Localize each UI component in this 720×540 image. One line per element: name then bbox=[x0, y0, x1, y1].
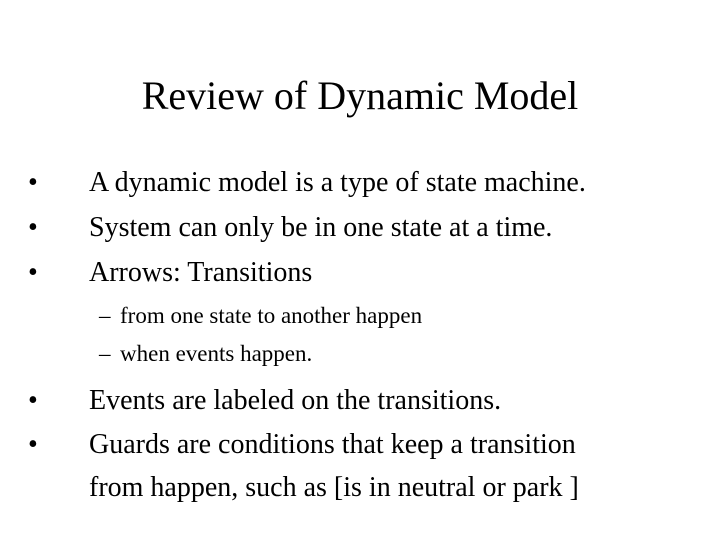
bullet-marker: • bbox=[28, 429, 38, 460]
slide-title: Review of Dynamic Model bbox=[141, 73, 579, 118]
sub-bullet-marker: – bbox=[99, 303, 111, 328]
bullet-text: Arrows: Transitions bbox=[89, 257, 313, 288]
bullet-text: Guards are conditions that keep a transition bbox=[89, 429, 576, 460]
bullet-marker: • bbox=[28, 385, 38, 416]
bullet-marker: • bbox=[28, 257, 38, 288]
sub-bullet-marker: – bbox=[99, 341, 111, 366]
bullet-marker: • bbox=[28, 167, 38, 198]
sub-bullet-text: when events happen. bbox=[120, 341, 313, 366]
bullet-continuation-text: from happen, such as [is in neutral or park ] bbox=[89, 472, 579, 503]
bullet-text: A dynamic model is a type of state machine. bbox=[89, 167, 586, 198]
sub-bullet-text: from one state to another happen bbox=[120, 303, 423, 328]
bullet-text: System can only be in one state at a time. bbox=[89, 212, 553, 243]
bullet-marker: • bbox=[28, 212, 38, 243]
bullet-text: Events are labeled on the transitions. bbox=[89, 385, 502, 416]
